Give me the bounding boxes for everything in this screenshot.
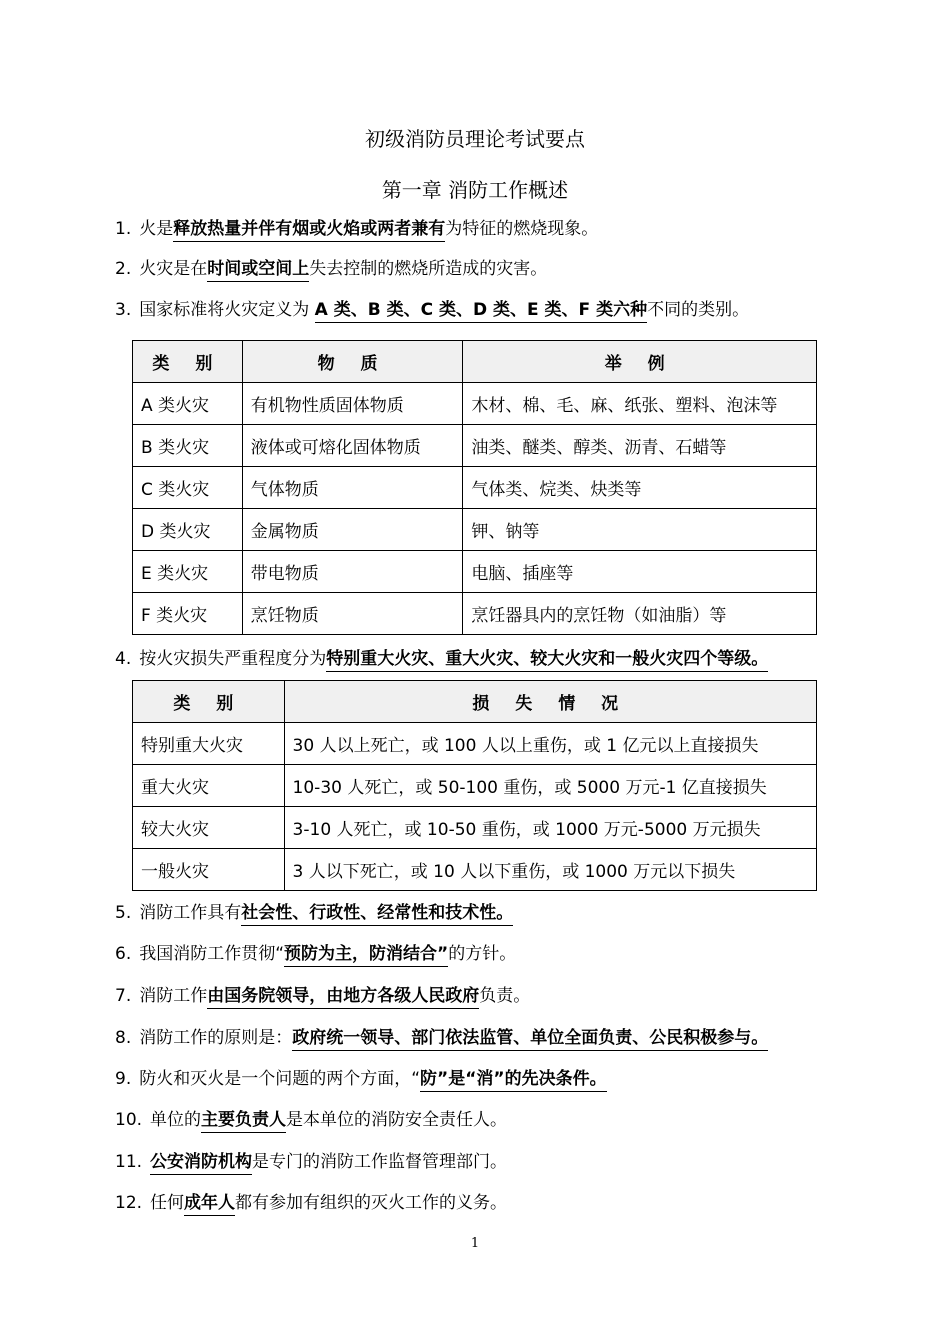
item-number: 9. (115, 1069, 132, 1089)
item-text: 为特征的燃烧现象。 (445, 219, 599, 239)
item-text: 消防工作具有 (139, 903, 242, 923)
table-row (133, 467, 817, 509)
table-cell: A 类火灾 (133, 383, 243, 425)
table-cell: 3-10 人死亡，或 10-50 重伤，或 1000 万元-5000 万元损失 (284, 807, 816, 849)
table-header: 物 质 (242, 341, 463, 383)
item-number: 11. (115, 1152, 143, 1172)
item-text: 单位的 (150, 1110, 202, 1130)
item-text: 负责。 (479, 986, 531, 1006)
table-cell: 10-30 人死亡，或 50-100 重伤，或 5000 万元-1 亿直接损失 (284, 765, 816, 807)
list-item (115, 942, 516, 967)
list-item (115, 1150, 507, 1175)
table-cell: E 类火灾 (133, 551, 243, 593)
list-item (115, 1108, 507, 1133)
list-item (115, 298, 749, 323)
list-item (115, 1067, 607, 1092)
item-text: 消防工作 (139, 986, 208, 1006)
table-header-row (133, 681, 817, 723)
item-keyword: 释放热量并伴有烟或火焰或两者兼有 (173, 217, 445, 242)
table-row (133, 765, 817, 807)
item-text: 我国消防工作贯彻“ (139, 944, 285, 964)
item-keyword: 公安消防机构 (150, 1150, 252, 1175)
table-cell: C 类火灾 (133, 467, 243, 509)
item-number: 7. (115, 986, 132, 1006)
table-cell: 特别重大火灾 (133, 723, 285, 765)
table-row (133, 425, 817, 467)
table-cell: 钾、钠等 (463, 509, 817, 551)
table-cell: 气体物质 (242, 467, 463, 509)
item-number: 10. (115, 1110, 143, 1130)
table-row (133, 593, 817, 635)
item-keyword: 成年人 (184, 1191, 235, 1216)
item-number: 8. (115, 1028, 132, 1048)
item-text: 不同的类别。 (647, 300, 750, 320)
table-cell: 较大火灾 (133, 807, 285, 849)
item-text: 按火灾损失严重程度分为 (139, 649, 327, 669)
item-number: 4. (115, 649, 132, 669)
table-cell: 液体或可熔化固体物质 (242, 425, 463, 467)
table-cell: F 类火灾 (133, 593, 243, 635)
item-keyword: 主要负责人 (201, 1108, 286, 1133)
table-cell: 木材、棉、毛、麻、纸张、塑料、泡沫等 (463, 383, 817, 425)
table-cell: B 类火灾 (133, 425, 243, 467)
list-item (115, 984, 530, 1009)
item-text: 国家标准将火灾定义为 (139, 300, 315, 320)
item-text: 的方针。 (448, 944, 517, 964)
item-keyword: 防”是“消”的先决条件。 (420, 1067, 607, 1092)
item-keyword: 特别重大火灾、重大火灾、较大火灾和一般火灾四个等级。 (326, 647, 768, 672)
item-number: 5. (115, 903, 132, 923)
item-text: 任何 (150, 1193, 185, 1213)
table-header: 类 别 (133, 341, 243, 383)
fire-loss-table (132, 680, 817, 891)
item-keyword: A 类、B 类、C 类、D 类、E 类、F 类六种 (315, 298, 647, 323)
list-item (115, 1191, 507, 1216)
table-cell: D 类火灾 (133, 509, 243, 551)
fire-class-table (132, 340, 817, 635)
table-cell: 有机物性质固体物质 (242, 383, 463, 425)
document-title: 初级消防员理论考试要点 (365, 127, 585, 151)
item-text: 是本单位的消防安全责任人。 (286, 1110, 508, 1130)
table-header-row (133, 341, 817, 383)
table-cell: 重大火灾 (133, 765, 285, 807)
item-keyword: 政府统一领导、部门依法监管、单位全面负责、公民积极参与。 (292, 1026, 768, 1051)
table-row (133, 509, 817, 551)
table-cell: 30 人以上死亡，或 100 人以上重伤，或 1 亿元以上直接损失 (284, 723, 816, 765)
item-text: 火灾是在 (139, 259, 208, 279)
item-text: 失去控制的燃烧所造成的灾害。 (309, 259, 548, 279)
table-cell: 带电物质 (242, 551, 463, 593)
table-header: 举 例 (463, 341, 817, 383)
item-number: 1. (115, 219, 132, 239)
item-text: 消防工作的原则是： (139, 1028, 293, 1048)
item-number: 2. (115, 259, 132, 279)
list-item (115, 647, 768, 672)
item-keyword: 社会性、行政性、经常性和技术性。 (241, 901, 513, 926)
table-cell: 烹饪物质 (242, 593, 463, 635)
item-keyword: 预防为主，防消结合” (284, 942, 448, 967)
item-keyword: 时间或空间上 (207, 257, 309, 282)
table-row (133, 807, 817, 849)
table-header: 损 失 情 况 (284, 681, 816, 723)
item-number: 3. (115, 300, 132, 320)
page-number: 1 (470, 1236, 480, 1251)
item-text: 防火和灭火是一个问题的两个方面，“ (139, 1069, 421, 1089)
table-row (133, 383, 817, 425)
table-cell: 一般火灾 (133, 849, 285, 891)
table-row (133, 551, 817, 593)
item-text: 都有参加有组织的灭火工作的义务。 (235, 1193, 508, 1213)
list-item (115, 217, 598, 242)
item-number: 12. (115, 1193, 143, 1213)
table-cell: 电脑、插座等 (463, 551, 817, 593)
item-text: 火是 (139, 219, 174, 239)
table-cell: 烹饪器具内的烹饪物（如油脂）等 (463, 593, 817, 635)
item-text: 是专门的消防工作监督管理部门。 (252, 1152, 508, 1172)
list-item (115, 1026, 768, 1051)
list-item (115, 901, 513, 926)
item-keyword: 由国务院领导，由地方各级人民政府 (207, 984, 479, 1009)
table-row (133, 849, 817, 891)
chapter-title: 第一章 消防工作概述 (381, 178, 569, 202)
table-row (133, 723, 817, 765)
table-cell: 3 人以下死亡，或 10 人以下重伤，或 1000 万元以下损失 (284, 849, 816, 891)
item-number: 6. (115, 944, 132, 964)
table-cell: 油类、醚类、醇类、沥青、石蜡等 (463, 425, 817, 467)
table-header: 类 别 (133, 681, 285, 723)
table-cell: 金属物质 (242, 509, 463, 551)
list-item (115, 257, 547, 282)
table-cell: 气体类、烷类、炔类等 (463, 467, 817, 509)
